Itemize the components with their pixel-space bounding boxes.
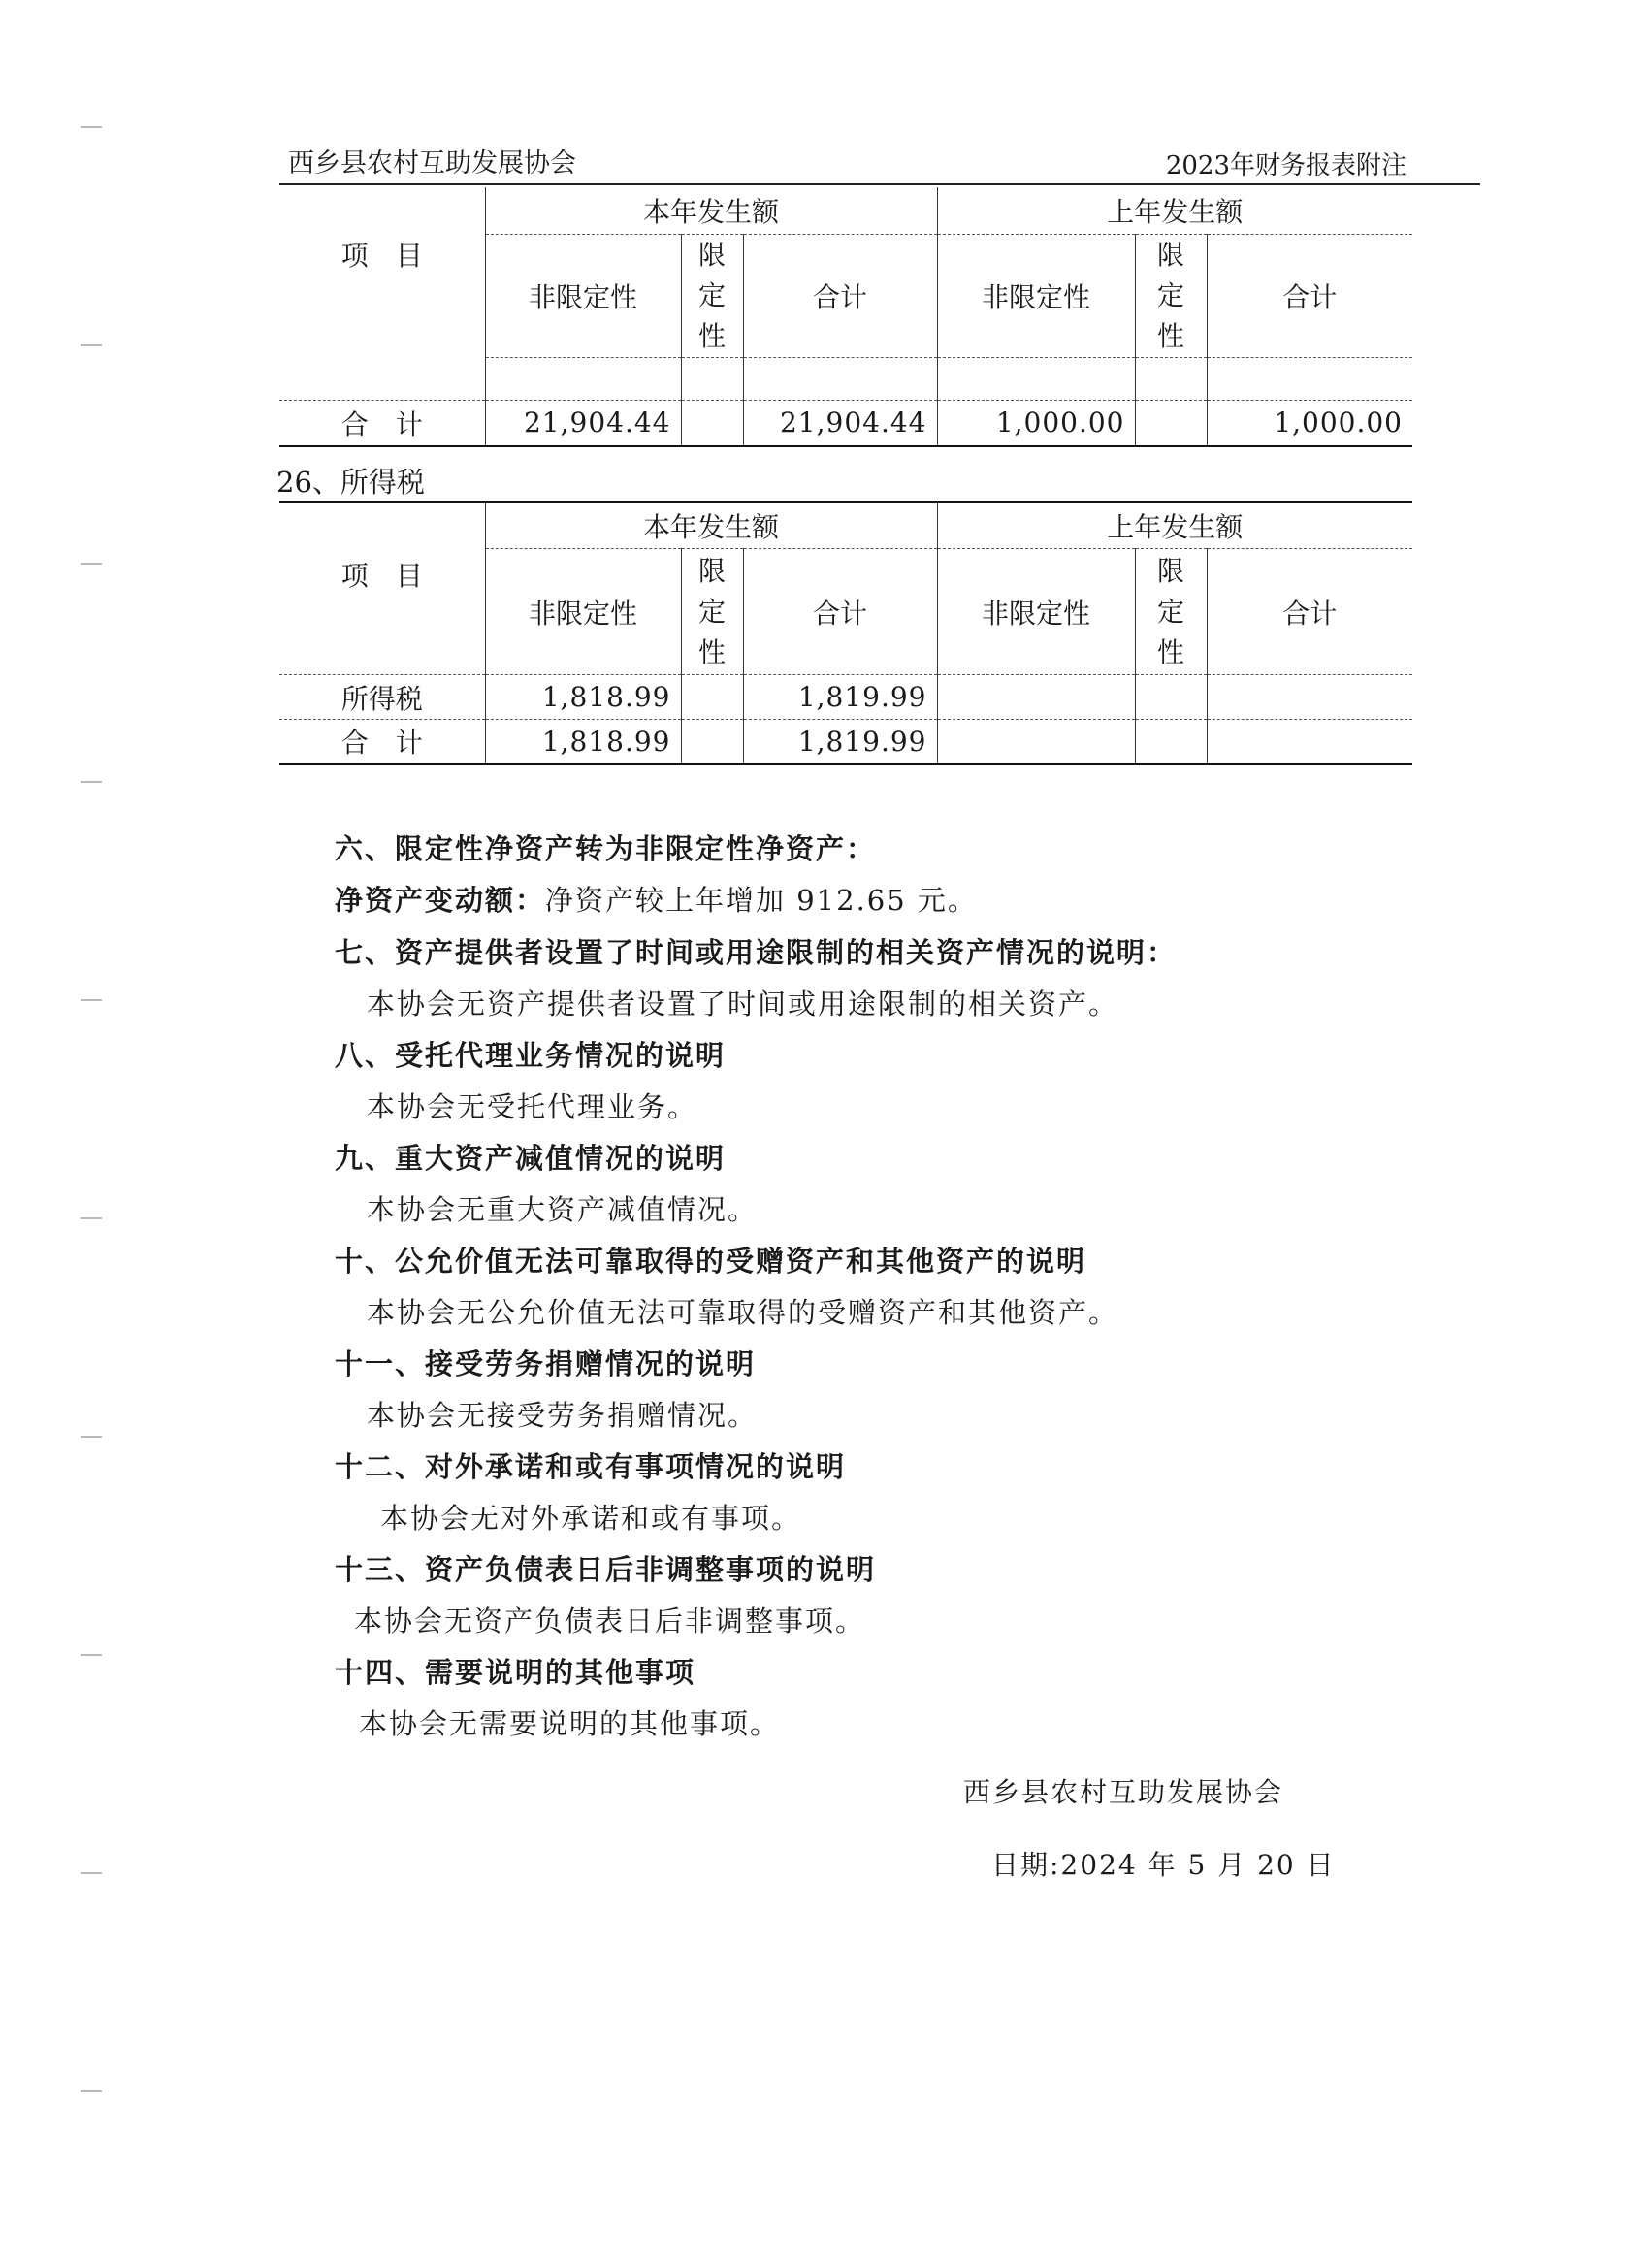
cell-cur-unrestricted: 1,818.99 [485,720,681,764]
prev-restricted-header: 限 定 性 [1135,234,1207,357]
cell-cur-restricted [681,400,743,446]
binding-mark [81,999,102,1001]
cell-cur-restricted [681,675,743,720]
net-assets-change-text: 净资产较上年增加 912.65 元。 [545,884,978,917]
signature-org: 西乡县农村互助发展协会 [963,1776,1284,1808]
cell-cur-total: 1,819.99 [743,720,937,764]
binding-mark [81,781,102,783]
table-row [279,400,1412,446]
item-header: 项 目 [279,187,485,400]
cell-prev-unrestricted: 1,000.00 [937,400,1135,446]
cur-total-header: 合计 [743,549,937,675]
prev-restricted-header: 限 定 性 [1135,549,1207,675]
prev-unrestricted-header: 非限定性 [937,549,1135,675]
binding-mark [81,126,102,128]
note-text-14: 本协会无需要说明的其他事项。 [359,1707,781,1740]
cell-cur-total: 21,904.44 [743,400,937,446]
net-assets-change-label: 净资产变动额： [335,884,546,917]
note-text-13: 本协会无资产负债表日后非调整事项。 [354,1604,866,1637]
note-heading-8: 八、受托代理业务情况的说明 [335,1039,727,1072]
cur-restricted-header: 限 定 性 [681,234,743,357]
table-row [279,720,1412,764]
row-label: 所得税 [279,675,485,720]
note-text-7: 本协会无资产提供者设置了时间或用途限制的相关资产。 [367,988,1119,1021]
income-tax-table [279,501,1412,765]
prior-year-header: 上年发生额 [937,187,1412,234]
note-heading-14: 十四、需要说明的其他事项 [335,1656,696,1689]
note-heading-6: 六、限定性净资产转为非限定性净资产： [335,832,877,865]
note-heading-12: 十二、对外承诺和或有事项情况的说明 [335,1450,847,1483]
prev-total-header: 合计 [1207,234,1412,357]
cell-cur-unrestricted: 21,904.44 [485,400,681,446]
cur-unrestricted-header: 非限定性 [485,549,681,675]
note-heading-13: 十三、资产负债表日后非调整事项的说明 [335,1553,877,1586]
cell-prev-total [1207,675,1412,720]
current-year-header: 本年发生额 [485,502,937,549]
signature-date: 日期:2024 年 5 月 20 日 [991,1849,1336,1881]
note-heading-7: 七、资产提供者设置了时间或用途限制的相关资产情况的说明： [335,936,1178,969]
cell-cur-total: 1,819.99 [743,675,937,720]
cell-prev-total [1207,720,1412,764]
note-text-12: 本协会无对外承诺和或有事项。 [380,1502,802,1535]
note-text-9: 本协会无重大资产减值情况。 [367,1193,759,1226]
cur-unrestricted-header: 非限定性 [485,234,681,357]
binding-mark [81,1436,102,1438]
prev-unrestricted-header: 非限定性 [937,234,1135,357]
header-report-title: 2023年财务报表附注 [1165,151,1406,180]
binding-mark [81,1654,102,1656]
income-tax-title: 26、所得税 [276,466,425,499]
cell-prev-unrestricted [937,675,1135,720]
cur-total-header: 合计 [743,234,937,357]
header-org: 西乡县农村互助发展协会 [288,148,576,178]
cur-restricted-header: 限 定 性 [681,549,743,675]
note-heading-10: 十、公允价值无法可靠取得的受赠资产和其他资产的说明 [335,1245,1087,1278]
cell-prev-restricted [1135,400,1207,446]
binding-mark [81,2090,102,2092]
note-heading-9: 九、重大资产减值情况的说明 [335,1142,727,1175]
item-header: 项 目 [279,502,485,675]
table-row [279,675,1412,720]
row-label: 合 计 [279,720,485,764]
cell-cur-restricted [681,720,743,764]
continued-table [279,187,1412,447]
note-text-8: 本协会无受托代理业务。 [367,1090,698,1123]
binding-mark [81,1872,102,1874]
cell-prev-restricted [1135,675,1207,720]
binding-mark [81,563,102,565]
prior-year-header: 上年发生额 [937,502,1412,549]
note-heading-11: 十一、接受劳务捐赠情况的说明 [335,1347,757,1380]
note-text-10: 本协会无公允价值无法可靠取得的受赠资产和其他资产。 [367,1296,1119,1329]
prev-total-header: 合计 [1207,549,1412,675]
note-text-11: 本协会无接受劳务捐赠情况。 [367,1399,759,1432]
current-year-header: 本年发生额 [485,187,937,234]
binding-mark [81,344,102,346]
cell-prev-total: 1,000.00 [1207,400,1412,446]
cell-cur-unrestricted: 1,818.99 [485,675,681,720]
cell-prev-restricted [1135,720,1207,764]
note-net-assets-change [335,879,978,919]
header-rule [279,183,1480,185]
binding-mark [81,1217,102,1219]
row-label: 合 计 [279,400,485,446]
cell-prev-unrestricted [937,720,1135,764]
